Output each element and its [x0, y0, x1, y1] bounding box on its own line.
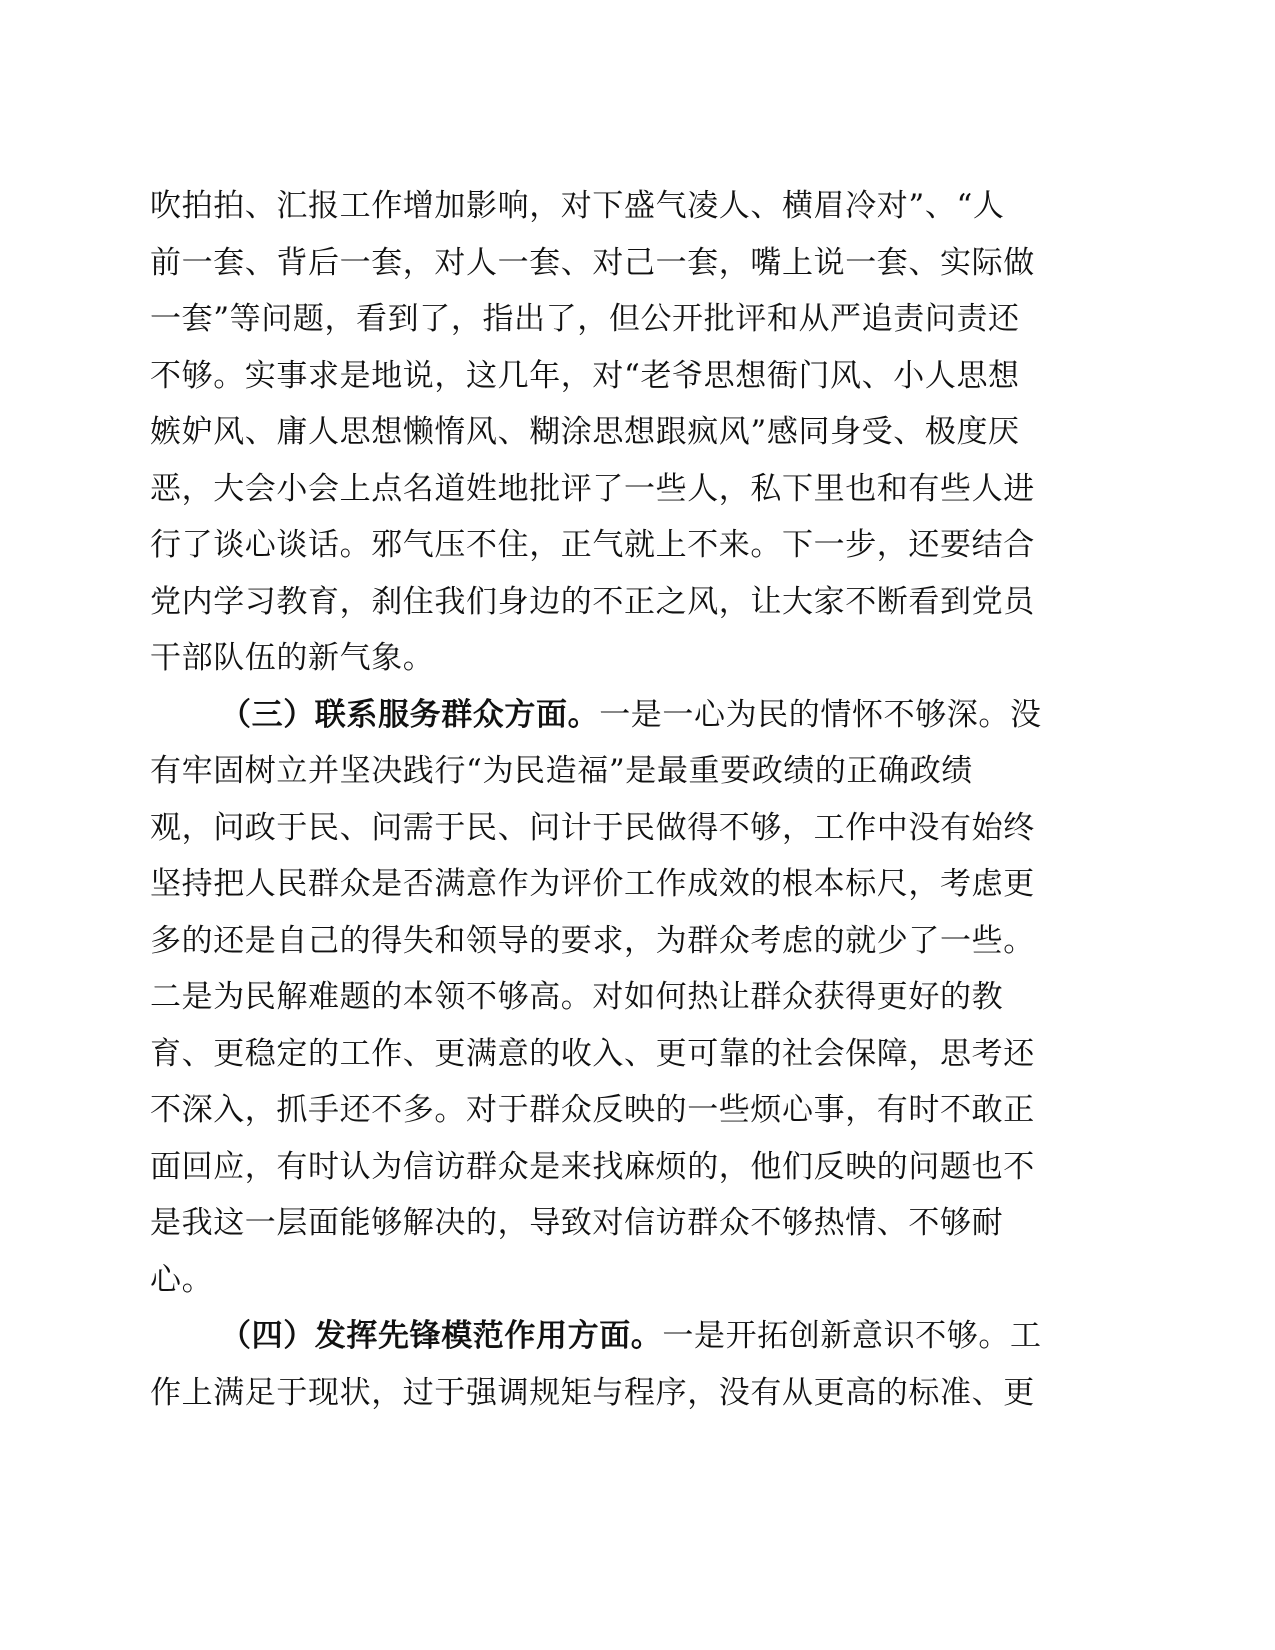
text-line: 心。 [150, 1261, 214, 1298]
section-3-first-line-text: 一是一心为民的情怀不够深。没 [599, 696, 1042, 733]
text-line: 干部队伍的新气象。 [150, 640, 435, 676]
text-line: 作上满足于现状，过于强调规矩与程序，没有从更高的标准、更 [150, 1374, 1035, 1411]
text-line: 育、更稳定的工作、更满意的收入、更可靠的社会保障，思考还 [150, 1035, 1035, 1072]
text-line: 党内学习教育，刹住我们身边的不正之风，让大家不断看到党员 [150, 583, 1035, 620]
text-line: 观，问政于民、问需于民、问计于民做得不够，工作中没有始终 [150, 809, 1035, 846]
text-line: 一套”等问题，看到了，指出了，但公开批评和从严追责问责还 [150, 301, 1020, 337]
text-line: 嫉妒风、庸人思想懒惰风、糊涂思想跟疯风”感同身受、极度厌 [150, 414, 1020, 450]
text-line: 多的还是自己的得失和领导的要求，为群众考虑的就少了一些。 [150, 922, 1035, 959]
section-4-first-line [150, 1308, 1090, 1365]
text-line: 恶，大会小会上点名道姓地批评了一些人，私下里也和有些人进 [150, 470, 1035, 507]
text-line: 是我这一层面能够解决的，导致对信访群众不够热情、不够耐 [150, 1205, 1004, 1241]
document-body [150, 178, 1090, 1421]
text-line: 前一套、背后一套，对人一套、对己一套，嘴上说一套、实际做 [150, 244, 1035, 281]
text-line: 坚持把人民群众是否满意作为评价工作成效的根本标尺，考虑更 [150, 866, 1035, 902]
text-line: 二是为民解难题的本领不够高。对如何热让群众获得更好的教 [150, 979, 1004, 1015]
text-line: 行了谈心谈话。邪气压不住，正气就上不来。下一步，还要结合 [150, 527, 1035, 563]
section-4-heading: （四）发挥先锋模范作用方面。 [220, 1318, 663, 1354]
text-line: 有牢固树立并坚决践行“为民造福”是最重要政绩的正确政绩 [150, 753, 973, 789]
text-line: 不够。实事求是地说，这几年，对“老爷思想衙门风、小人思想 [150, 357, 1020, 394]
text-line: 吹拍拍、汇报工作增加影响，对下盛气凌人、横眉冷对”、“人 [150, 188, 1005, 224]
section-3-heading: （三）联系服务群众方面。 [220, 696, 600, 733]
section-3-first-line [150, 687, 1090, 744]
text-line: 面回应，有时认为信访群众是来找麻烦的，他们反映的问题也不 [150, 1148, 1035, 1185]
section-4-first-line-text: 一是开拓创新意识不够。工 [662, 1318, 1042, 1354]
text-line: 不深入，抓手还不多。对于群众反映的一些烦心事，有时不敢正 [150, 1092, 1035, 1128]
